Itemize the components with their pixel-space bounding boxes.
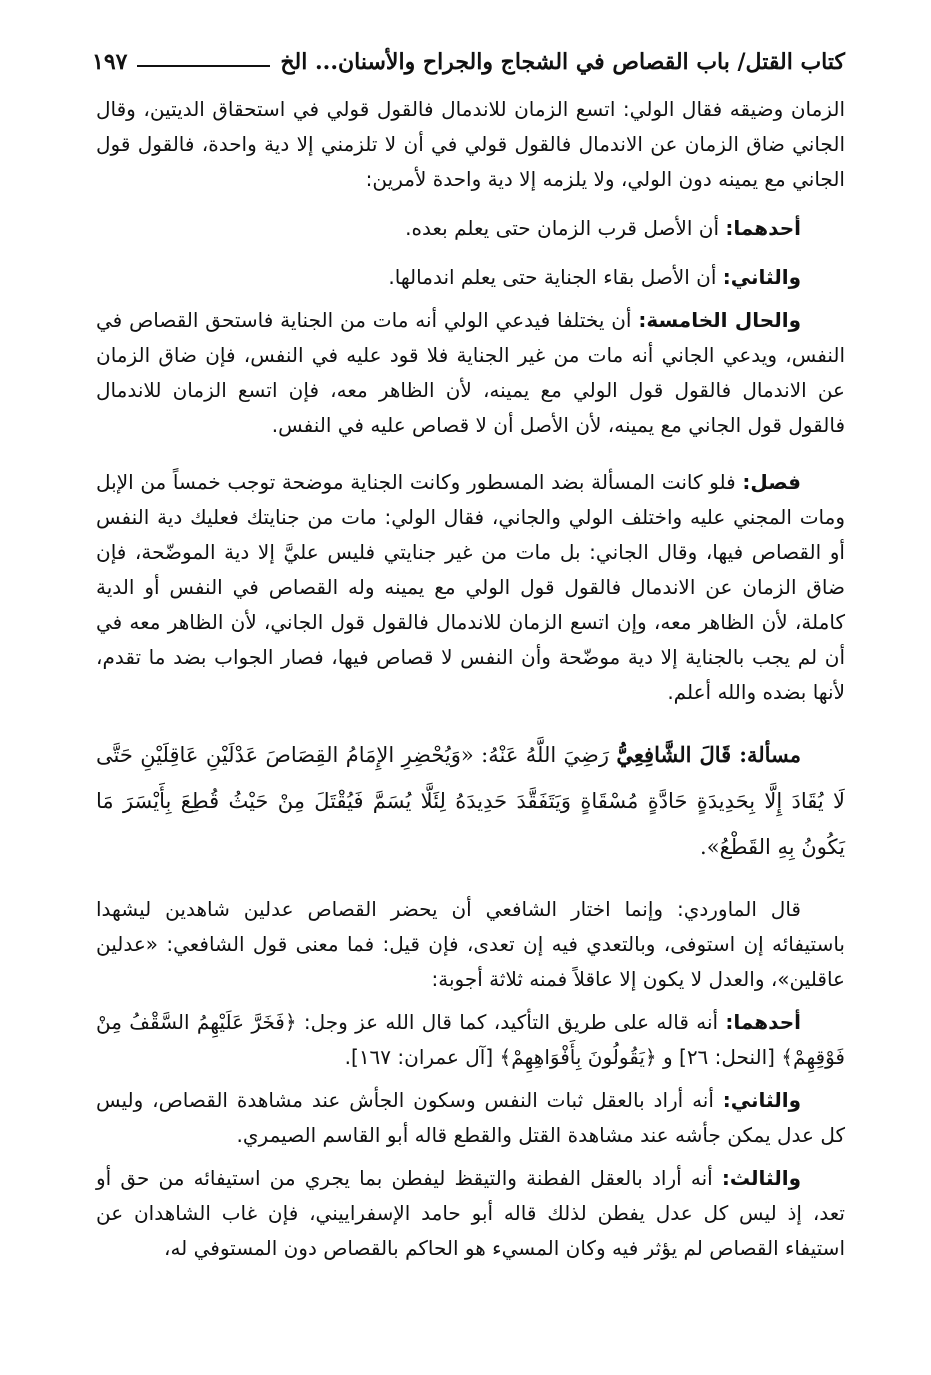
paragraph (96, 303, 845, 443)
paragraph (96, 1083, 845, 1153)
paragraph (96, 892, 845, 997)
page-header (92, 42, 845, 82)
paragraph-lead: مسألة: قَالَ الشَّافِعِيُّ (616, 742, 801, 767)
paragraph (96, 211, 845, 246)
paragraph-lead: أحدهما: (725, 216, 801, 240)
paragraph-lead: والثالث: (721, 1166, 801, 1190)
paragraph-text: أنه قاله على طريق التأكيد، كما قال الله عز وجل: ﴿فَخَرَّ عَلَيْهِمُ السَّقْفُ مِنْ فَوْقِهِمْ﴾ [النحل: ٢٦] و ﴿يَقُولُونَ بِأَفْوَاهِهِمْ﴾ [آل عمران: ١٦٧]. (96, 1010, 845, 1069)
paragraph-text: أنه أراد بالعقل الفطنة والتيقظ ليفطن بما يجري من استيفائه من حق أو تعد، إذ ليس كل عدل يفطن لذلك قاله أبو حامد الإسفراييني، فإن غاب الشاهدان عن استيفاء القصاص لم يؤثر فيه وكان المسيء هو الحاكم بالقصاص دون المستوفي له، (96, 1166, 845, 1260)
paragraph-lead: فصل: (742, 470, 801, 494)
paragraph-lead: والحال الخامسة: (638, 308, 801, 332)
running-title: كتاب القتل/ باب القصاص في الشجاج والجراح والأسنان... الخ (280, 49, 845, 75)
paragraph-lead: والثاني: (722, 1088, 801, 1112)
paragraph-text: أن الأصل بقاء الجناية حتى يعلم اندمالها. (388, 265, 723, 289)
paragraph (96, 1005, 845, 1075)
paragraph-text: فلو كانت المسألة بضد المسطور وكانت الجناية موضحة توجب خمساً من الإبل ومات المجني عليه واختلف الولي والجاني، فقال الولي: مات من جنايتك فعليك دية النفس أو القصاص فيها، وقال الجاني: بل مات من غير جنايتي فليس عليَّ إلا دية الموضّحة، فإن ضاق الزمان عن الاندمال فالقول قول الولي مع يمينه وله القصاص في النفس أو الدية كاملة، لأن الظاهر معه، وإن اتسع الزمان للاندمال فالقول قول الجاني، لأن الظاهر معه في أن لم يجب بالجناية إلا دية موضّحة وأن النفس لا قصاص فيها، فصار الجواب بضد ما تقدم، لأنها بضده والله أعلم. (96, 470, 845, 704)
paragraph-text: قال الماوردي: وإنما اختار الشافعي أن يحضر القصاص عدلين شاهدين ليشهدا باستيفائه إن استوفى، وبالتعدي فيه إن تعدى، فإن قيل: فما معنى قول الشافعي: «عدلين عاقلين»، والعدل لا يكون إلا عاقلاً فمنه ثلاثة أجوبة: (96, 897, 845, 991)
paragraph-text: الزمان وضيقه فقال الولي: اتسع الزمان للاندمال فالقول قولي في استحقاق الديتين، وقال الجاني ضاق الزمان عن الاندمال فالقول قولي في أن لا تلزمني إلا دية واحدة، فالقول قول الجاني مع يمينه دون الولي، ولا يلزمه إلا دية واحدة لأمرين: (96, 97, 845, 191)
page-number: ١٩٧ (92, 49, 128, 75)
page-body (96, 92, 845, 1266)
paragraph (96, 92, 845, 197)
paragraph-text: أنه أراد بالعقل ثبات النفس وسكون الجأش عند مشاهدة القصاص، وليس كل عدل يمكن جأشه عند مشاهدة القتل والقطع قاله أبو القاسم الصيمري. (96, 1088, 845, 1147)
paragraph-lead: والثاني: (722, 265, 801, 289)
paragraph (96, 1161, 845, 1266)
paragraph (96, 260, 845, 295)
header-rule (137, 65, 270, 67)
paragraph-text: رَضِيَ اللَّهُ عَنْهُ: «وَيُحْضِرِ الإِمَامُ القِصَاصَ عَدْلَيْنِ عَاقِلَيْنِ حَتَّى لَا يُقَادَ إِلَّا بِحَدِيدَةٍ حَادَّةٍ مُسْقَاةٍ وَيَتَفَقَّدَ حَدِيدَهُ لِئَلَّا يُسَمَّ فَيُقْتَلَ مِنْ حَيْثُ قُطِعَ بِأَيْسَرَ مَا يَكُونُ بِهِ القَطْعُ». (96, 743, 845, 859)
paragraph-text: أن الأصل قرب الزمان حتى يعلم بعده. (405, 216, 726, 240)
paragraph-masala (96, 732, 845, 870)
paragraph-lead: أحدهما: (725, 1010, 801, 1034)
paragraph (96, 465, 845, 710)
paragraph-text: أن يختلفا فيدعي الولي أنه مات من الجناية فاستحق القصاص في النفس، ويدعي الجاني أنه مات من غير الجناية فلا قود عليه في النفس، فإن ضاق الزمان عن الاندمال فالقول قول الولي مع يمينه، لأن الظاهر معه، فإن اتسع الزمان للاندمال فالقول قول الجاني مع يمينه، لأن الأصل أن لا قصاص عليه في النفس. (96, 308, 845, 437)
